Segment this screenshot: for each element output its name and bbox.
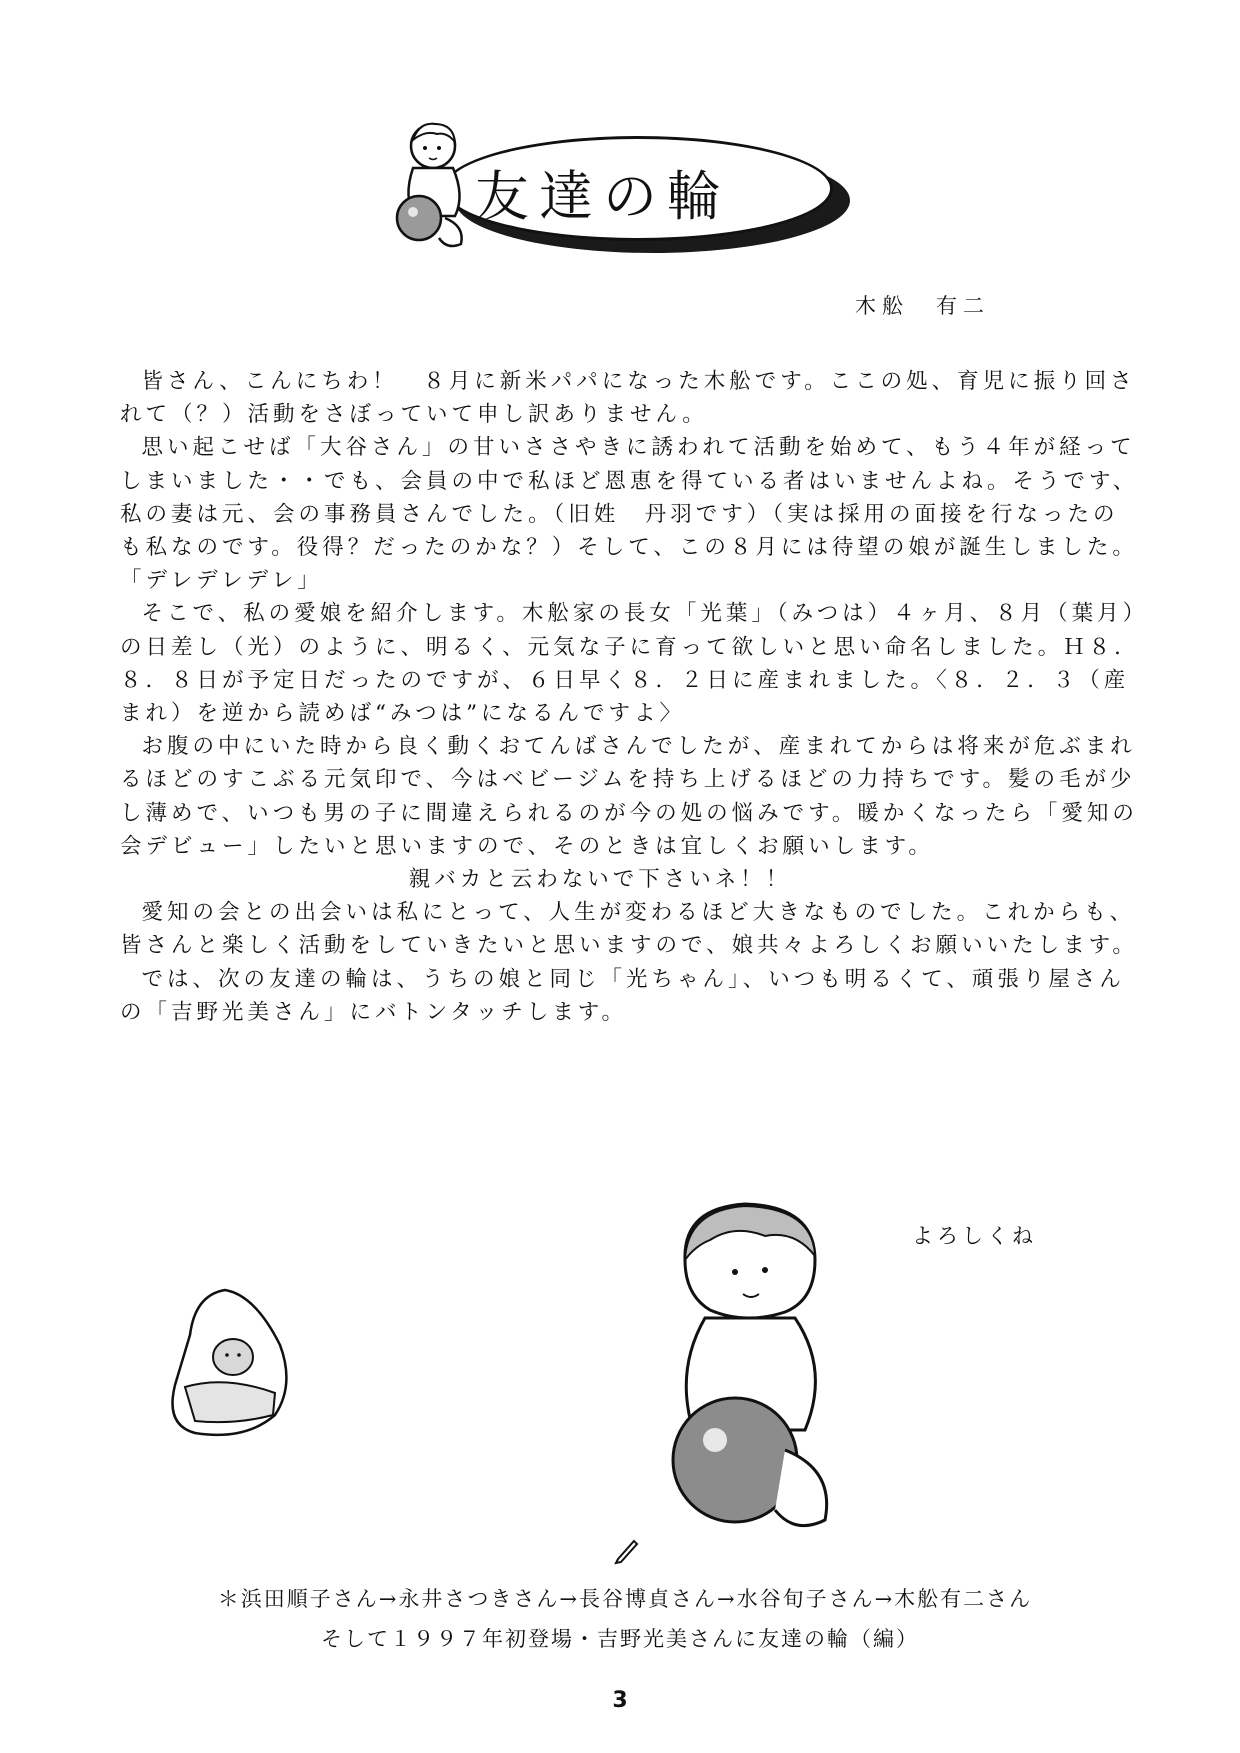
relay-chain: ＊浜田順子さん→永井さつきさん→長谷博貞さん→水谷旬子さん→木舩有二さん: [217, 1587, 1033, 1611]
signoff: よろしくね: [912, 1224, 1037, 1248]
editor-note: そして１９９７年初登場・吉野光美さんに友達の輪（編）: [321, 1627, 919, 1651]
baby-sitting-on-ball-illustration: [665, 1200, 840, 1540]
baby-with-ball-illustration: [385, 118, 485, 258]
paragraph: そこで、私の愛娘を紹介します。木舩家の長女「光葉」（みつは）４ヶ月、８月（葉月）の日差し（光）のように、明るく、元気な子に育って欲しいと思い命名しました。Ｈ８．８．８日が予定日だったのですが、６日早く８．２日に産まれました。〈８．２．３（産まれ）を逆から読めば“みつは”になるんですよ〉: [120, 601, 1140, 727]
page-number: 3: [612, 1688, 628, 1713]
paragraph: お腹の中にいた時から良く動くおてんばさんでしたが、産まれてからは将来が危ぶまれるほどのすこぶる元気印で、今はベビージムを持ち上げるほどの力持ちです。髪の毛が少し薄めで、いつも男の子に間違えられるのが今の処の悩みです。暖かくなったら「愛知の会デビュー」したいと思いますので、そのときは宜しくお願いします。: [120, 734, 1138, 859]
paragraph: 皆さん、こんにちわ！ ８月に新米パパになった木舩です。ここの処、育児に振り回されて（？）活動をさぼっていて申し訳ありません。: [120, 369, 1136, 428]
paragraph: 愛知の会との出会いは私にとって、人生が変わるほど大きなものでした。これからも、皆さんと楽しく活動をしていきたいと思いますので、娘共々よろしくお願いいたします。: [120, 900, 1138, 959]
paragraph: 思い起こせば「大谷さん」の甘いささやきに誘われて活動を始めて、もう４年が経ってしまいました・・でも、会員の中で私ほど恩恵を得ている者はいませんよね。そうです、私の妻は元、会の事務員さんでした。（旧姓 丹羽です）（実は採用の面接を行なったのも私なのです。役得？だったのかな？）そして、この８月には待望の娘が誕生しました。「デレデレデレ」: [120, 435, 1139, 594]
author-name: 木舩 有二: [855, 294, 990, 318]
paragraph: では、次の友達の輪は、うちの娘と同じ「光ちゃん」、いつも明るくて、頑張り屋さんの「吉野光美さん」にバトンタッチします。: [120, 966, 1125, 1025]
baby-in-cradle-illustration: [155, 1275, 300, 1440]
page-title: 友達の輪: [475, 165, 731, 228]
centered-remark: 親バカと云わないで下さいネ！！: [408, 867, 792, 893]
title-banner: [385, 118, 865, 258]
pen-icon: [612, 1535, 642, 1565]
article-body: [120, 365, 1140, 1029]
